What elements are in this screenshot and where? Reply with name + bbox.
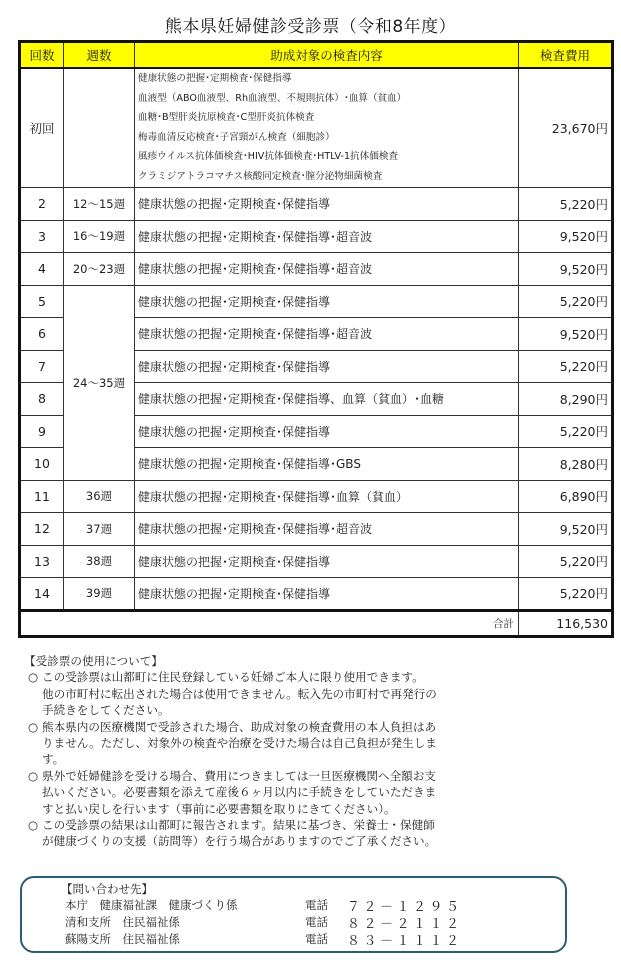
cell-content: 健康状態の把握･定期検査･保健指導	[135, 545, 519, 578]
contact-dept: 清和支所 住民福祉係	[65, 915, 180, 929]
cell-weeks: 20～23週	[64, 253, 135, 286]
table-row	[20, 480, 613, 513]
phone-label: 電話	[305, 915, 328, 929]
notes-heading: 【受診票の使用について】	[24, 654, 163, 668]
phone-number[interactable]: ７２－１２９５	[347, 900, 463, 915]
cell-cost: 5,220円	[519, 545, 613, 578]
table-row	[20, 188, 613, 221]
cell-content: 健康状態の把握･定期検査･保健指導	[135, 350, 519, 383]
cell-count: 2	[20, 188, 64, 221]
table-row	[20, 220, 613, 253]
header-count: 回数	[20, 42, 64, 68]
cell-count: 3	[20, 220, 64, 253]
cell-cost: 5,220円	[519, 578, 613, 611]
cell-content: 健康状態の把握･定期検査･保健指導	[135, 415, 519, 448]
phone-number[interactable]: ８３－１１１２	[347, 934, 463, 949]
total-label: 合計	[20, 610, 519, 636]
cell-cost: 5,220円	[519, 188, 613, 221]
contact-entry	[65, 897, 545, 914]
cell-count: 4	[20, 253, 64, 286]
cell-count: 9	[20, 415, 64, 448]
table-row-first-visit	[20, 68, 613, 188]
cell-count: 11	[20, 480, 64, 513]
cell-cost: 8,280円	[519, 448, 613, 481]
total-value: 116,530	[519, 610, 613, 636]
header-cost: 検査費用	[519, 42, 613, 68]
content-line: 梅毒血清反応検査･子宮頸がん検査（細胞診）	[138, 131, 335, 143]
cell-cost: 9,520円	[519, 220, 613, 253]
cell-count: 12	[20, 513, 64, 546]
cell-count: 初回	[20, 68, 64, 188]
table-row	[20, 285, 613, 318]
header-content: 助成対象の検査内容	[135, 42, 519, 68]
contact-entry	[65, 914, 545, 931]
cell-weeks-merged: 24～35週	[64, 285, 135, 480]
table-header-row	[20, 42, 613, 68]
cell-content: 健康状態の把握･定期検査･保健指導	[135, 188, 519, 221]
content-line: 血液型（ABO血液型、Rh血液型、不規則抗体）･血算（貧血）	[138, 92, 407, 104]
content-line: クラミジアトラコマチス核酸同定検査･膣分泌物細菌検査	[138, 170, 383, 182]
circle-bullet-icon: ○	[28, 818, 39, 833]
cell-content: 健康状態の把握･定期検査･保健指導･超音波	[135, 220, 519, 253]
header-weeks: 週数	[64, 42, 135, 68]
cell-count: 6	[20, 318, 64, 351]
cell-content: 健康状態の把握･定期検査･保健指導･超音波	[135, 513, 519, 546]
content-line: 健康状態の把握･定期検査･保健指導	[138, 73, 292, 85]
contact-dept: 蘇陽支所 住民福祉係	[65, 932, 180, 946]
note-item: ○ この受診票は山都町に住民登録している妊婦ご本人に限り使用できます。 他の市町村に転出された場合は使用できません。転入先の市町村で再発行の 手続きをしてください。	[28, 670, 437, 718]
cell-cost: 6,890円	[519, 480, 613, 513]
table-row	[20, 578, 613, 611]
cell-cost: 23,670円	[519, 68, 613, 188]
table-row	[20, 253, 613, 286]
circle-bullet-icon: ○	[28, 670, 39, 685]
cell-count: 13	[20, 545, 64, 578]
cell-content: 健康状態の把握･定期検査･保健指導	[135, 285, 519, 318]
cell-content: 健康状態の把握･定期検査･保健指導･超音波	[135, 253, 519, 286]
cell-content: 健康状態の把握･定期検査･保健指導	[135, 578, 519, 611]
cell-count: 5	[20, 285, 64, 318]
content-line: 血糖･B型肝炎抗原検査･C型肝炎抗体検査	[138, 112, 315, 124]
cell-weeks: 12～15週	[64, 188, 135, 221]
note-item: ○ 熊本県内の医療機関で受診された場合、助成対象の検査費用の本人負担はあ りません。ただし、対象外の検査や治療を受けた場合は自己負担が発生しま す。	[28, 719, 437, 767]
contact-dept: 本庁 健康福祉課 健康づくり係	[65, 898, 238, 912]
cell-weeks: 37週	[64, 513, 135, 546]
usage-notes	[24, 653, 488, 850]
cell-count: 14	[20, 578, 64, 611]
table-row	[20, 545, 613, 578]
cell-content: 健康状態の把握･定期検査･保健指導、血算（貧血）･血糖	[135, 383, 519, 416]
cell-cost: 9,520円	[519, 318, 613, 351]
cell-count: 8	[20, 383, 64, 416]
cell-weeks: 38週	[64, 545, 135, 578]
cell-content: 健康状態の把握･定期検査･保健指導･超音波	[135, 318, 519, 351]
checkup-schedule-table	[18, 40, 614, 638]
cell-count: 10	[20, 448, 64, 481]
circle-bullet-icon: ○	[28, 768, 39, 783]
cell-cost: 5,220円	[519, 415, 613, 448]
phone-label: 電話	[305, 932, 328, 946]
table-row	[20, 513, 613, 546]
cell-count: 7	[20, 350, 64, 383]
page-title: 熊本県妊婦健診受診票（令和8年度）	[164, 17, 457, 37]
cell-cost: 5,220円	[519, 285, 613, 318]
note-item: ○ 県外で妊婦健診を受ける場合、費用につきましては一旦医療機関へ全額お支 払いください。必要書類を添えて産後６ヶ月以内に手続きをしていただきま すと払い戻しを行います（事前に必要書類を取りにきてください）。	[28, 768, 437, 816]
circle-bullet-icon: ○	[28, 719, 39, 734]
contact-heading: 【問い合わせ先】	[61, 882, 153, 896]
contact-entry	[65, 931, 545, 948]
cell-cost: 5,220円	[519, 350, 613, 383]
cell-weeks: 16～19週	[64, 220, 135, 253]
cell-cost: 8,290円	[519, 383, 613, 416]
table-total-row	[20, 610, 613, 636]
cell-weeks	[64, 68, 135, 188]
phone-number[interactable]: ８２－２１１２	[347, 917, 463, 932]
cell-weeks: 36週	[64, 480, 135, 513]
cell-cost: 9,520円	[519, 513, 613, 546]
cell-content	[135, 68, 519, 188]
cell-content: 健康状態の把握･定期検査･保健指導･GBS	[135, 448, 519, 481]
cell-weeks: 39週	[64, 578, 135, 611]
content-line: 風疹ウイルス抗体価検査･HIV抗体価検査･HTLV-1抗体価検査	[138, 151, 399, 163]
phone-label: 電話	[305, 898, 328, 912]
contact-box	[20, 876, 567, 953]
cell-cost: 9,520円	[519, 253, 613, 286]
cell-content: 健康状態の把握･定期検査･保健指導･血算（貧血）	[135, 480, 519, 513]
note-item: ○ この受診票の結果は山都町に報告されます。結果に基づき、栄養士・保健師 が健康づくりの支援（訪問等）を行う場合がありますのでご了承ください。	[28, 818, 437, 849]
